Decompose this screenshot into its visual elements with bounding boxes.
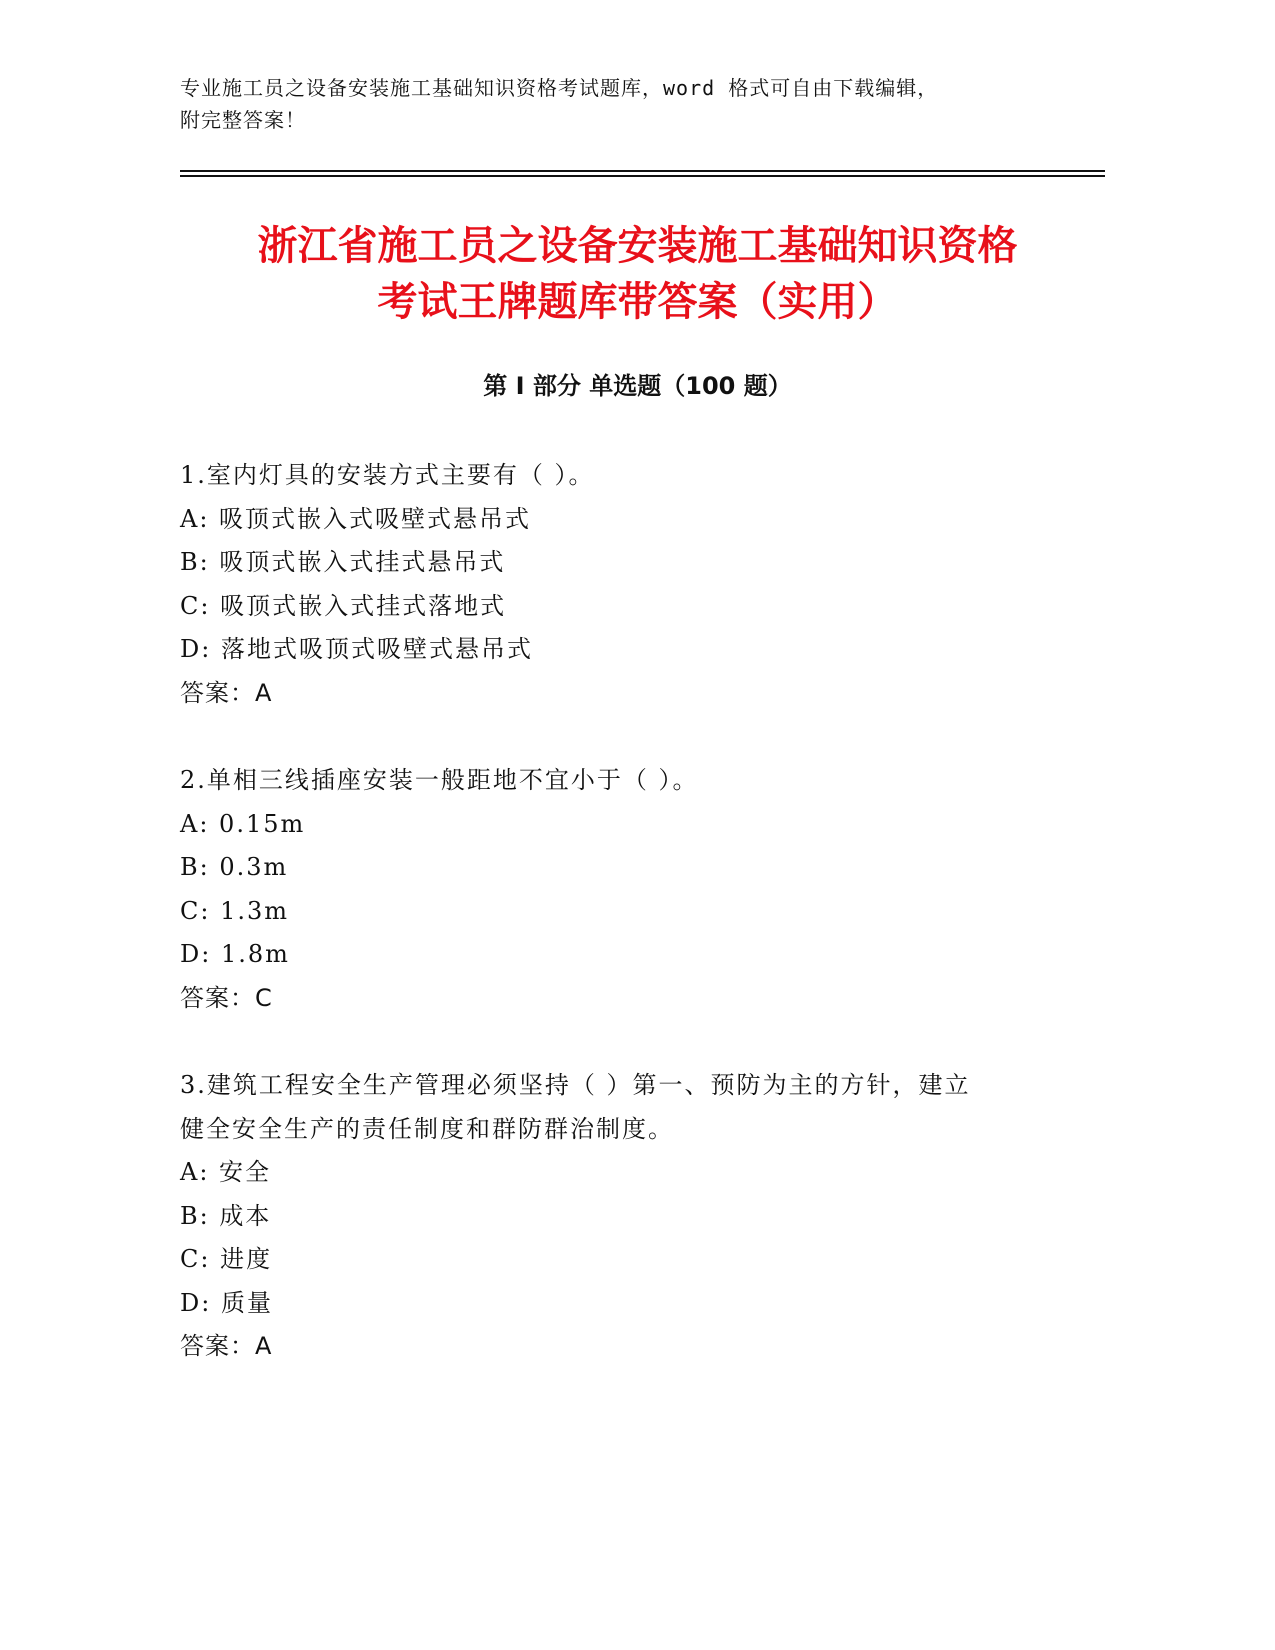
option-b: B: 0.3m (180, 853, 289, 881)
option-c: C: 吸顶式嵌入式挂式落地式 (180, 591, 507, 620)
question-stem (180, 759, 1040, 803)
question-3 (180, 1064, 1040, 1369)
header-note-line-2: 附完整答案！ (180, 108, 306, 132)
document-title-line-2: 考试王牌题库带答案（实用） (377, 279, 898, 325)
answer-label: 答案：A (180, 678, 273, 707)
option-b: B: 吸顶式嵌入式挂式悬吊式 (180, 548, 506, 576)
question-stem-line: 健全安全生产的责任制度和群防群治制度。 (180, 1114, 674, 1143)
question-2 (180, 759, 1040, 1020)
header-divider-line (180, 170, 1105, 172)
header-divider-line (180, 175, 1105, 177)
question-stem-line: 2.单相三线插座安装一般距地不宜小于（ ）。 (180, 766, 699, 794)
option-a: A: 吸顶式嵌入式吸壁式悬吊式 (180, 504, 532, 533)
question-stem (180, 454, 1040, 498)
option-d: D: 质量 (180, 1288, 273, 1317)
answer-label: 答案：C (180, 983, 273, 1012)
option-a: A: 安全 (180, 1158, 272, 1186)
option-c: C: 进度 (180, 1245, 273, 1273)
question-1 (180, 454, 1040, 715)
question-stem (180, 1064, 1040, 1151)
option-b: B: 成本 (180, 1201, 272, 1230)
option-a: A: 0.15m (180, 809, 306, 838)
option-c: C: 1.3m (180, 896, 290, 925)
document-title-line-1: 浙江省施工员之设备安装施工基础知识资格 (257, 223, 1018, 269)
option-d: D: 1.8m (180, 940, 290, 968)
question-stem-line: 3.建筑工程安全生产管理必须坚持（ ）第一、预防为主的方针，建立 (180, 1071, 971, 1099)
document-title (150, 218, 1125, 330)
header-note-line-1: 专业施工员之设备安装施工基础知识资格考试题库，word 格式可自由下载编辑， (180, 76, 939, 100)
option-d: D: 落地式吸顶式吸壁式悬吊式 (180, 635, 533, 663)
header-note (180, 72, 1080, 136)
section-heading: 第 I 部分 单选题（100 题） (483, 372, 792, 400)
question-stem-line: 1.室内灯具的安装方式主要有（ ）。 (180, 461, 595, 489)
answer-label: 答案：A (180, 1332, 273, 1360)
